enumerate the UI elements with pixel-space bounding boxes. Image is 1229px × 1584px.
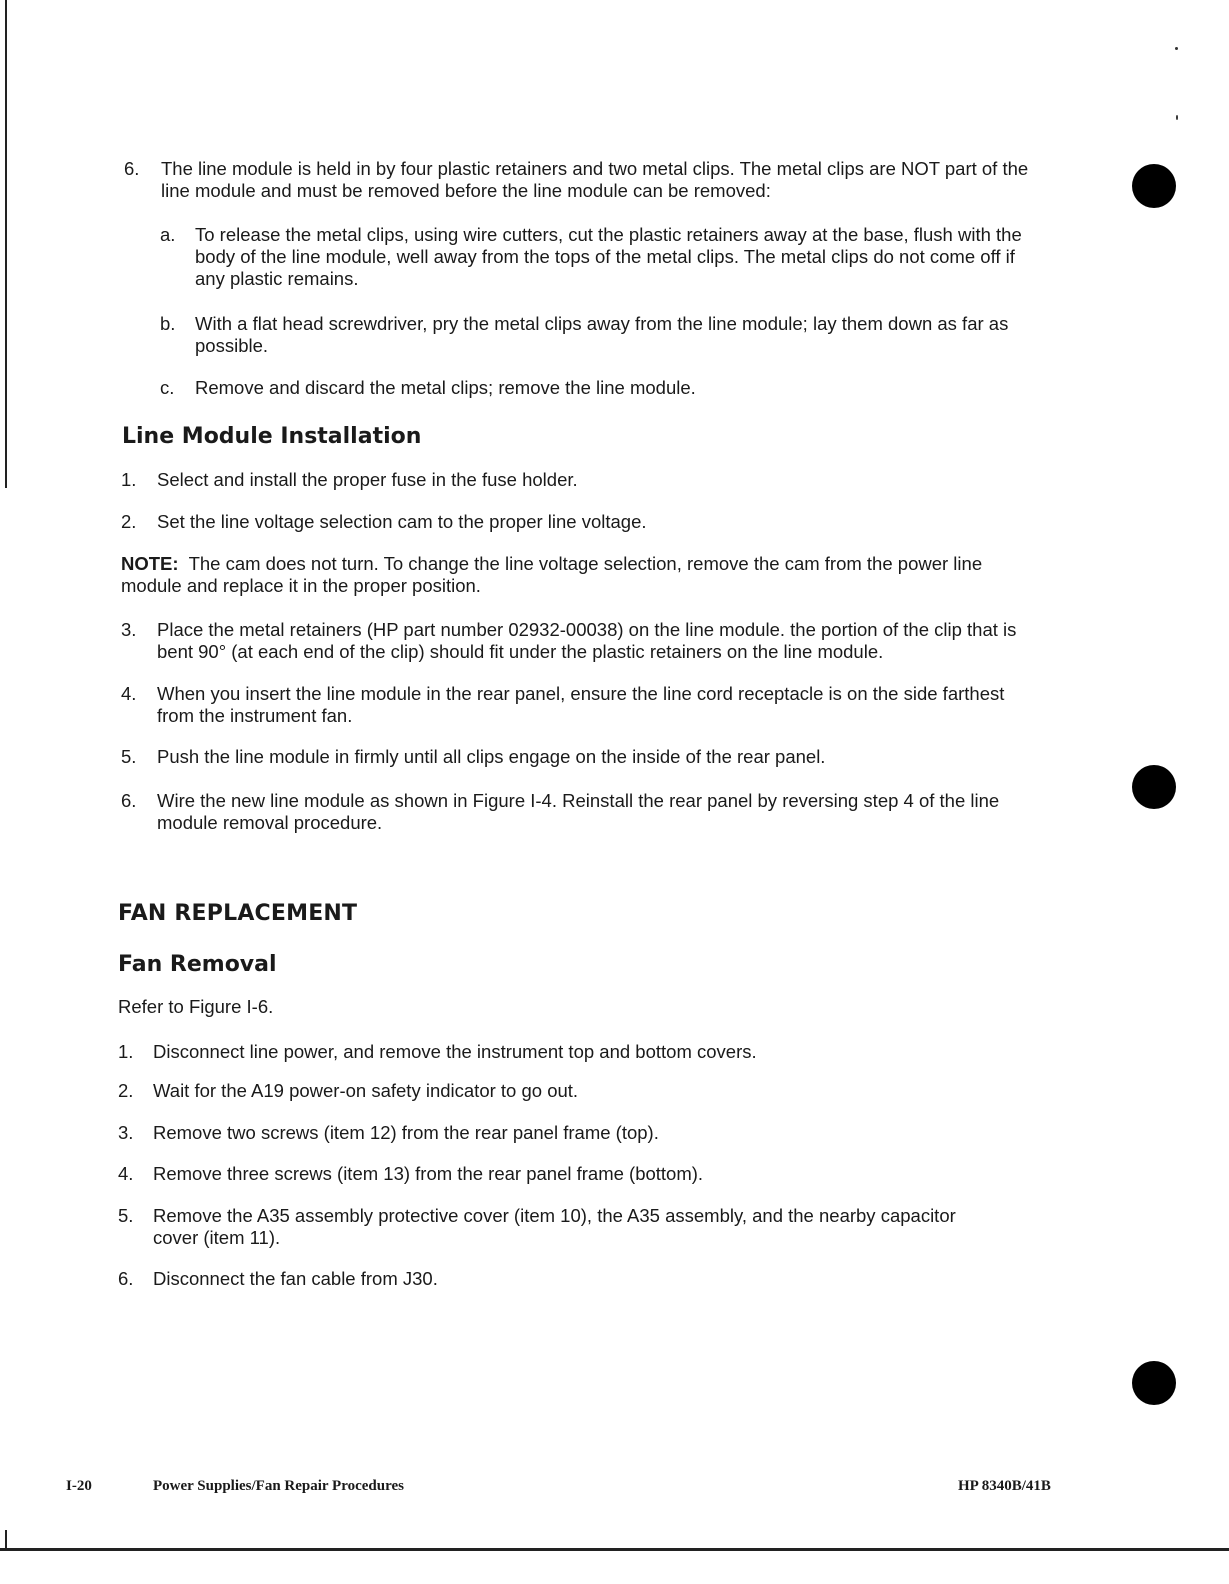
step-number: 2. <box>121 511 137 532</box>
step-number: 4. <box>121 683 137 704</box>
step-number: 5. <box>118 1205 134 1226</box>
step-text: The line module is held in by four plastic retainers and two metal clips. The metal clips are NOT part of the line module and must be removed before the line module can be removed: <box>161 158 1029 201</box>
step-number: 1. <box>121 469 137 490</box>
footer-chapter-title: Power Supplies/Fan Repair Procedures <box>153 1478 404 1494</box>
substep-text: To release the metal clips, using wire cutters, cut the plastic retainers away at the base, flush with the body of the line module, well away from the tops of the metal clips. The metal clips do not come off if any plastic remains. <box>195 224 1022 289</box>
step-text: When you insert the line module in the rear panel, ensure the line cord receptacle is on the side farthest from the instrument fan. <box>157 683 1005 726</box>
heading-fan-removal: Fan Removal <box>118 952 277 977</box>
step-text: Remove two screws (item 12) from the rear panel frame (top). <box>153 1122 659 1143</box>
step-text: Wait for the A19 power-on safety indicator to go out. <box>153 1080 579 1101</box>
page-edge-bottom <box>0 1548 1229 1551</box>
page-edge-left <box>5 0 7 488</box>
scan-speck <box>1175 47 1178 50</box>
step-number: 6. <box>121 790 137 811</box>
page-edge-corner <box>5 1530 7 1550</box>
step-number: 6. <box>118 1268 134 1289</box>
step-text: Wire the new line module as shown in Figure I-4. Reinstall the rear panel by reversing step 4 of the line module removal procedure. <box>157 790 1000 833</box>
step-number: 4. <box>118 1163 134 1184</box>
step-number: 5. <box>121 746 137 767</box>
step-number: 1. <box>118 1041 134 1062</box>
footer-page-number: I-20 <box>66 1478 92 1494</box>
step-text: Place the metal retainers (HP part number 02932-00038) on the line module. the portion of the clip that is bent 90° (at each end of the clip) should fit under the plastic retainers on the line module. <box>157 619 1017 662</box>
step-number: 6. <box>124 158 140 179</box>
binder-hole <box>1132 765 1176 809</box>
binder-hole <box>1132 164 1176 208</box>
note-label: NOTE: <box>121 553 179 574</box>
heading-fan-replacement: FAN REPLACEMENT <box>118 901 358 926</box>
footer-model: HP 8340B/41B <box>958 1478 1051 1494</box>
install-note <box>121 553 1046 597</box>
heading-line-module-installation: Line Module Installation <box>122 424 422 449</box>
scan-speck <box>1176 115 1178 120</box>
substep-text: With a flat head screwdriver, pry the metal clips away from the line module; lay them down as far as possible. <box>195 313 1009 356</box>
step-number: 3. <box>121 619 137 640</box>
step-text: Remove three screws (item 13) from the rear panel frame (bottom). <box>153 1163 704 1184</box>
step-number: 2. <box>118 1080 134 1101</box>
step-number: 3. <box>118 1122 134 1143</box>
substep-text: Remove and discard the metal clips; remove the line module. <box>195 377 696 398</box>
fan-removal-intro: Refer to Figure I-6. <box>118 996 274 1017</box>
binder-hole <box>1132 1361 1176 1405</box>
step-text: Remove the A35 assembly protective cover (item 10), the A35 assembly, and the nearby capacitor cover (item 11). <box>153 1205 956 1248</box>
note-text: The cam does not turn. To change the line voltage selection, remove the cam from the power line module and replace it in the proper position. <box>121 553 983 596</box>
step-text: Disconnect line power, and remove the instrument top and bottom covers. <box>153 1041 757 1062</box>
step-text: Set the line voltage selection cam to the proper line voltage. <box>157 511 647 532</box>
step-text: Disconnect the fan cable from J30. <box>153 1268 438 1289</box>
substep-letter: a. <box>160 224 176 245</box>
step-text: Select and install the proper fuse in the fuse holder. <box>157 469 578 490</box>
substep-letter: b. <box>160 313 176 334</box>
substep-letter: c. <box>160 377 175 398</box>
step-text: Push the line module in firmly until all clips engage on the inside of the rear panel. <box>157 746 826 767</box>
